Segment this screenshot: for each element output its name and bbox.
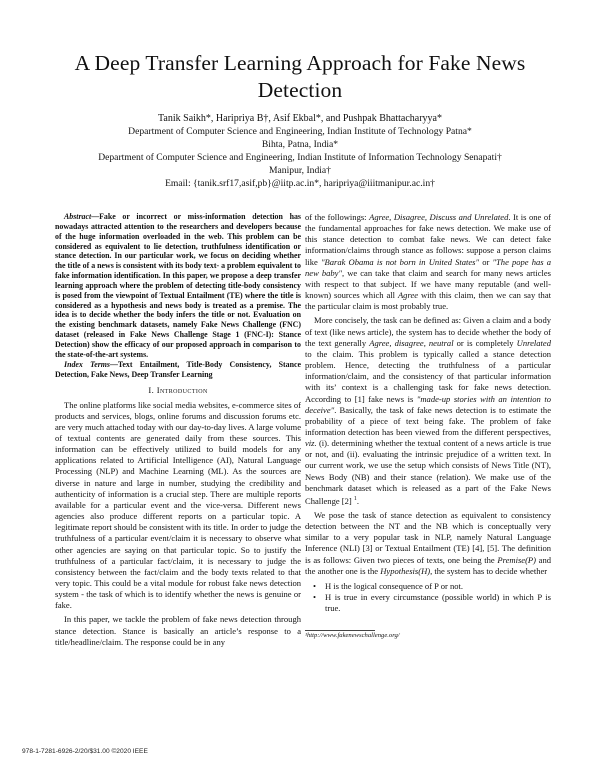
text-run: We pose the task of stance detection as equivalent to consistency detection between the NT and the NB which is conceptually very similar to a very popular task in NLP, namely Natural Language Inference (NLI) [3] or Textual Entailment (TE) [4], [5]. The definition is as follows: Given two pieces of texts, one being the (305, 509, 551, 565)
list-item (305, 592, 551, 614)
hypothesis-term: Hypothesis(H) (380, 565, 431, 576)
intro-paragraph-1: The online platforms like social media websites, e-commerce sites of products and services, blogs, online forums and discussion forums etc. are very much attached today with our day-to-day lives. A large volume of textual contents are generated daily from these sources. This information can be effectively utilized to build models for any applications related to Artificial Intelligence (AI), Natural Language Processing (NLP) and Machine Learning (ML). As the sources are diverse in nature and large in number, studying the credibility and authenticity of information is a crucial step. There are multiple reports available for a particular event and the vice-versa. Different news agencies also produce different reports on a particular topic. A legitimate report should be consistent with its title. In order to judge the truthfulness of a particular event/claim it is necessary to observe what other agencies are saying on that particular topic. So to justify the truthfulness of a particular fact/claim, it is necessary to judge the consistency between the fact/claim and the body texts related to that very topic. This could be a vital module for robust fake news detection system - the task of which is to identify whether the news is genuine or fake. (55, 399, 301, 611)
text-run: to the claim. This problem is typically called a stance detection problem. Hence, detecting the truthfulness of a particular information/claim, and the consistency of that particular information with its’ context is a challenging task for fake news detection. According to [1] fake news is (305, 348, 551, 404)
left-column (55, 212, 301, 648)
example-claim-2: "The pope has a new baby" (305, 256, 551, 278)
text-run: , we can take that claim and search for many news articles with respect to that subject. If we have many reputable (and well-known) sources which all (305, 267, 551, 301)
abstract (55, 212, 301, 360)
label-neutral: neutral (428, 337, 454, 348)
list-item (305, 581, 551, 592)
stance-labels: Agree, Disagree, Discuss and Unrelated (369, 212, 509, 222)
text-run: More concisely, the task can be defined as: Given a claim and a body of text (like news article), the system has to decide whether the body of the text generally (305, 315, 551, 348)
abstract-lead: Abstract (64, 212, 92, 221)
text-run: . (356, 495, 360, 506)
agree-word: Agree (397, 290, 419, 301)
right-paragraph-1 (305, 212, 551, 312)
text-run: (i). determining whether the textual content of a news article is true or not, and (ii). evaluating the intrinsic prejudice of a written text. In our current work, we use the setup which consists of News Title (NT), News Body (NB) and their stance (relation). We make use of the benchmark dataset which is released as a part of the Fake News Challenge [2] (305, 438, 551, 506)
section-heading-introduction (55, 385, 301, 396)
viz-abbrev: viz. (305, 438, 317, 449)
intro-paragraph-2: In this paper, we tackle the problem of fake news detection through stance detection. Stance is basically an article’s response to a title/headline/claim. The response could be in any (55, 614, 301, 647)
bullet-icon: • (313, 592, 316, 602)
label-disagree: disagree (394, 337, 424, 348)
text-run: , (389, 337, 395, 348)
copyright-footer: 978-1-7281-6926-2/20/$31.00 ©2020 IEEE (22, 748, 148, 755)
footnote-marker: 1 (353, 495, 357, 502)
author-names: Tanik Saikh*, Haripriya B†, Asif Ekbal*, and Pushpak Bhattacharyya* (158, 113, 442, 124)
paper-title: A Deep Transfer Learning Approach for Fake News Detection (74, 51, 526, 102)
affiliation-2-location: Manipur, India† (269, 165, 331, 176)
text-run: . Basically, the task of fake news detection is to estimate the probability of a piece of text being fake. The problem of fake information detection has been viewed from the different perspectives, (305, 404, 551, 437)
bullet-icon: • (313, 580, 316, 591)
index-terms-lead: Index Terms (64, 359, 110, 369)
affiliation-1-location: Bihta, Patna, India* (261, 139, 339, 150)
premise-term: Premise(P) (497, 554, 536, 565)
footnote: ¹http://www.fakenewschallenge.org/ (305, 632, 400, 640)
text-run: and the another one is the (305, 554, 551, 576)
text-run: , the system has to decide whether (430, 565, 548, 576)
index-terms-body: —Text Entailment, Title-Body Consistency, Stance Detection, Fake News, Deep Transfer Learning (55, 359, 302, 379)
label-agree: Agree (369, 337, 390, 348)
abstract-body: —Fake or incorrect or miss-information detection has nowadays attracted attention to the researchers and developers because of the huge information overloaded in the web. This problem can be considered as equivalent to lie detection, truthfulness identification or stance detection. In our particular work, we focus on deciding whether the title of a news is consistent with its body text- a problem equivalent to fake information identification. In this paper, we propose a deep transfer learning approach where the problem of detecting title-body consistency is posed from the viewpoint of Textual Entailment (TE) where the title is considered as a hypothesis and news body is treated as a premise. The idea is to decide whether the body infers the title or not. Evaluation on the existing benchmark datasets, namely Fake News Challenge (FNC) dataset (released in Fake News Challenge Stage 1 (FNC-I): Stance Detection) show the efficacy of our proposed approach in comparison to the state-of-the-art systems. (55, 212, 301, 359)
text-run: . It is one of the fundamental approaches for fake news detection. We make use of this stance detection to combat fake news. We can detect fake information/claims through stance as follows: suppose a person claims like (305, 212, 551, 267)
fake-news-definition-quote: "made-up stories with an intention to deceive" (305, 393, 551, 415)
right-column (305, 212, 551, 640)
list-item-text: H is the logical consequence of P or not. (325, 580, 464, 591)
entailment-conditions-list (305, 581, 551, 614)
text-run: , (423, 337, 429, 348)
list-item-text: H is true in every circumstance (possible world) in which P is true. (325, 592, 551, 614)
author-block (30, 112, 570, 190)
text-run: with this claim, then we can say that the particular claim is most probably true. (305, 290, 551, 312)
right-paragraph-2 (305, 315, 551, 507)
index-terms (55, 360, 301, 380)
text-run: or is completely (453, 337, 517, 348)
label-unrelated: Unrelated (516, 337, 551, 348)
text-run: of the followings: (305, 212, 370, 222)
text-run: or (479, 256, 493, 267)
section-number: I. (148, 385, 155, 396)
author-emails: Email: {tanik.srf17,asif,pb}@iitp.ac.in*, haripriya@iiitmanipur.ac.in† (165, 178, 435, 189)
section-name: Introduction (156, 385, 208, 396)
affiliation-2: Department of Computer Science and Engineering, Indian Institute of Information Technology Senapati† (98, 152, 502, 163)
affiliation-1: Department of Computer Science and Engineering, Indian Institute of Technology Patna* (128, 126, 472, 137)
right-paragraph-3 (305, 510, 551, 577)
example-claim-1: "Barak Obama is not born in United States" (320, 256, 480, 267)
